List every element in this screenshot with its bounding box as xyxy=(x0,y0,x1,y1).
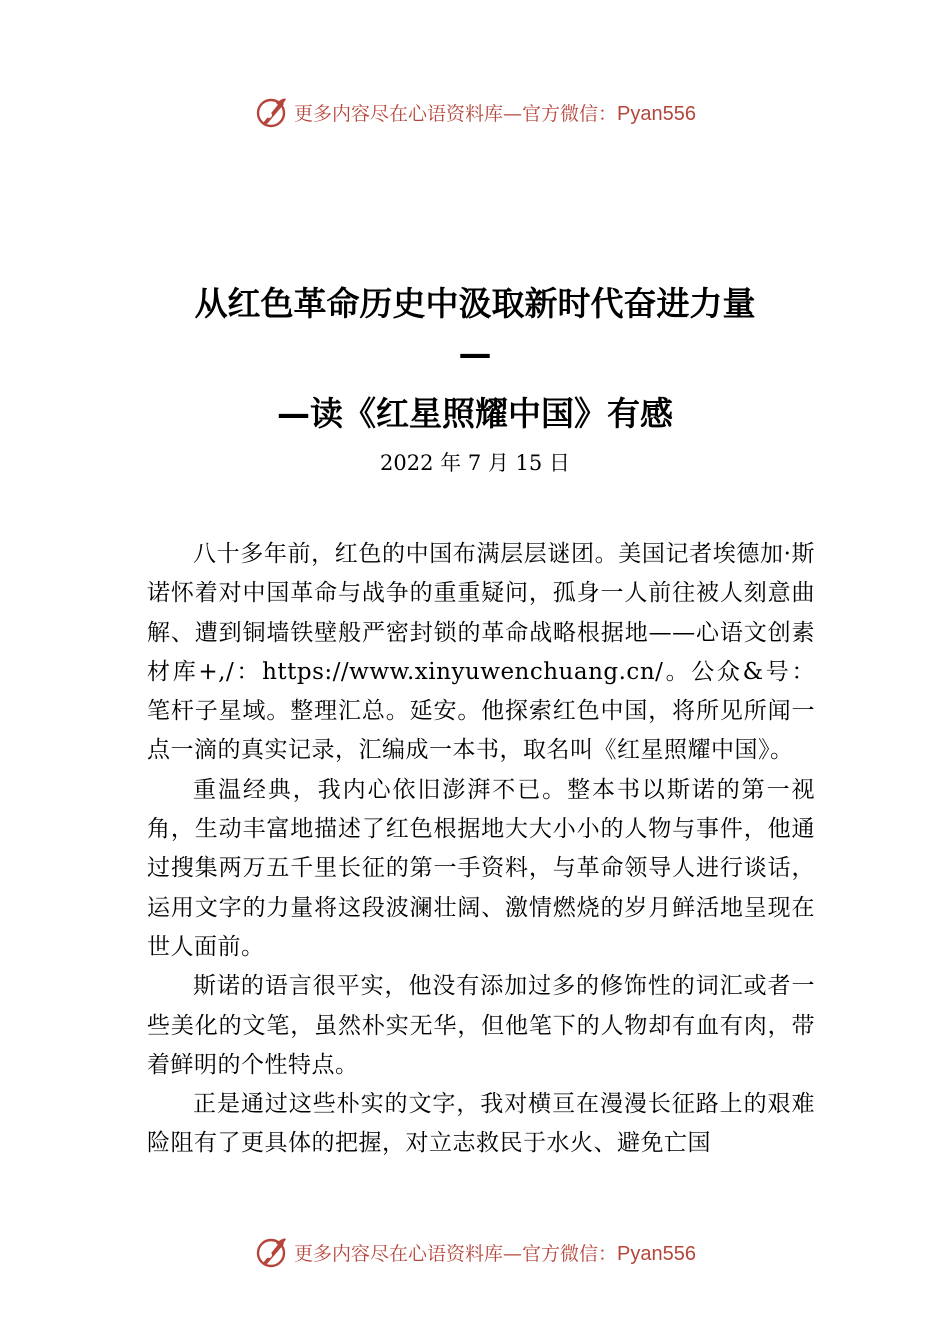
footer-banner xyxy=(0,1232,950,1272)
paragraph-3: 斯诺的语言很平实，他没有添加过多的修饰性的词汇或者一些美化的文笔，虽然朴实无华，但他笔下的人物却有血有肉，带着鲜明的个性特点。 xyxy=(147,973,815,1078)
footer-banner-wechat-id: Pyan556 xyxy=(617,1242,696,1265)
paragraph-4: 正是通过这些朴实的文字，我对横亘在漫漫长征路上的艰难险阻有了更具体的把握，对立志救民于水火、避免亡国 xyxy=(147,1091,815,1157)
quill-logo-icon xyxy=(254,95,288,129)
footer-banner-text xyxy=(294,1239,696,1266)
document-title-line-3: —读《红星照耀中国》有感 xyxy=(277,394,673,433)
paragraph-2: 重温经典，我内心依旧澎湃不已。整本书以斯诺的第一视角，生动丰富地描述了红色根据地大大小小的人物与事件，他通过搜集两万五千里长征的第一手资料，与革命领导人进行谈话，运用文字的力量将这段波澜壮阔、激情燃烧的岁月鲜活地呈现在世人面前。 xyxy=(147,776,815,960)
document-body xyxy=(147,535,815,1164)
paragraph-1: 八十多年前，红色的中国布满层层谜团。美国记者埃德加·斯诺怀着对中国革命与战争的重重疑问，孤身一人前往被人刻意曲解、遭到铜墙铁壁般严密封锁的革命战略根据地——心语文创素材库+,/：https://www.xinyuwenchuang.cn/。公众&号：笔杆子星域。整理汇总。延安。他探索红色中国，将所见所闻一点一滴的真实记录，汇编成一本书，取名叫《红星照耀中国》。 xyxy=(147,541,815,764)
header-banner-main: 更多内容尽在心语资料库 xyxy=(294,102,504,125)
document-title-line-1: 从红色革命历史中汲取新时代奋进力量 xyxy=(194,284,756,323)
header-banner-wechat-id: Pyan556 xyxy=(617,102,696,125)
footer-banner-main: 更多内容尽在心语资料库 xyxy=(294,1242,504,1265)
document-date: 2022 年 7 月 15 日 xyxy=(380,451,570,475)
header-banner-label: —官方微信： xyxy=(503,102,618,125)
header-banner xyxy=(0,92,950,132)
document-title-line-2: — xyxy=(458,334,492,373)
header-banner-text xyxy=(294,99,696,126)
footer-banner-label: —官方微信： xyxy=(503,1242,618,1265)
quill-logo-icon xyxy=(254,1235,288,1269)
